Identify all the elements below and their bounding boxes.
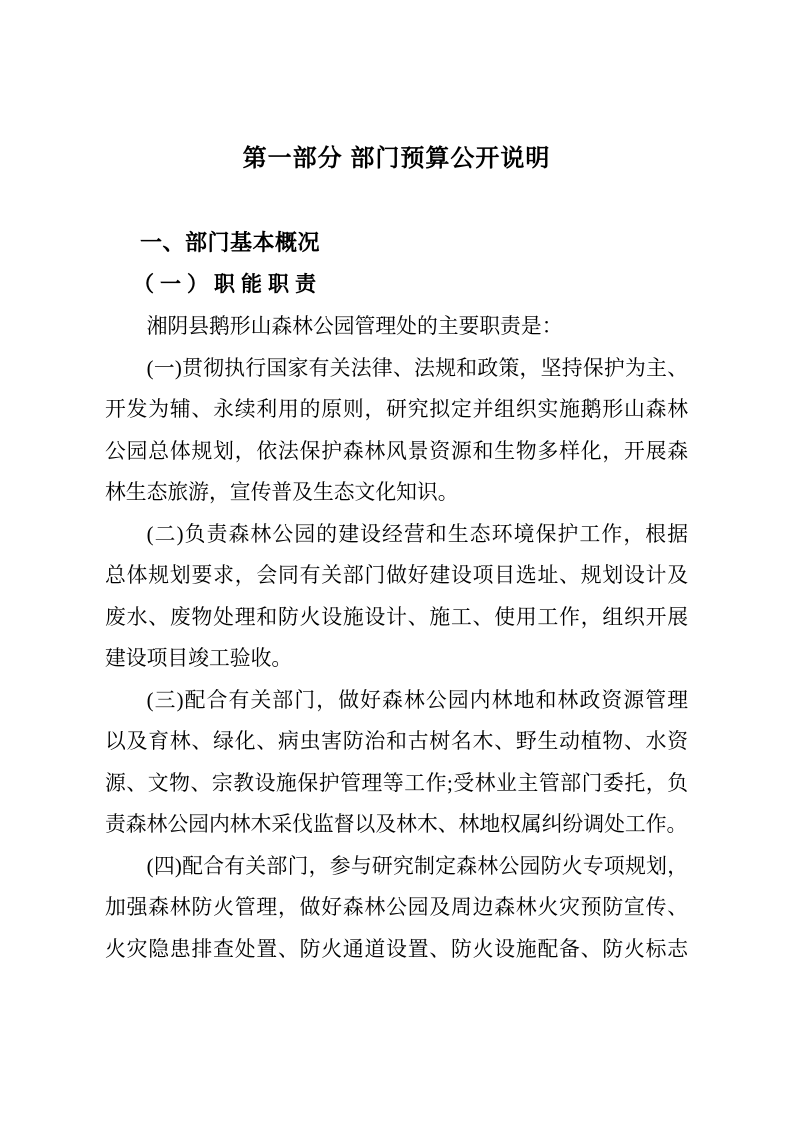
subsection-heading: （一）职能职责 xyxy=(133,272,322,296)
text-line: (四)配合有关部门，参与研究制定森林公园防火专项规划， xyxy=(146,854,688,878)
paragraph xyxy=(105,348,688,514)
text-line: 废水、废物处理和防火设施设计、施工、使用工作，组织开展 xyxy=(105,605,688,629)
text-line: 开发为辅、永续利用的原则，研究拟定并组织实施鹅形山森林 xyxy=(105,398,688,421)
paragraph xyxy=(105,306,688,348)
text-line: (一)贯彻执行国家有关法律、法规和政策，坚持保护为主、 xyxy=(146,356,688,380)
text-line: 火灾隐患排查处置、防火通道设置、防火设施配备、防火标志 xyxy=(105,937,688,961)
paragraph xyxy=(105,680,688,846)
section-heading: 一、部门基本概况 xyxy=(140,230,321,255)
text-line: 湘阴县鹅形山森林公园管理处的主要职责是： xyxy=(146,315,563,338)
document-title: 第一部分 部门预算公开说明 xyxy=(242,145,551,172)
text-line: 总体规划要求，会同有关部门做好建设项目选址、规划设计及 xyxy=(105,564,688,587)
paragraph xyxy=(105,846,688,971)
text-line: (二)负责森林公园的建设经营和生态环境保护工作，根据 xyxy=(146,522,688,546)
text-line: 源、文物、宗教设施保护管理等工作;受林业主管部门委托，负 xyxy=(105,771,688,795)
text-line: 责森林公园内林木采伐监督以及林木、林地权属纠纷调处工作。 xyxy=(105,813,688,836)
text-line: 建设项目竣工验收。 xyxy=(105,647,293,670)
text-line: 以及育林、绿化、病虫害防治和古树名木、野生动植物、水资 xyxy=(105,730,688,753)
text-line: 加强森林防火管理，做好森林公园及周边森林火灾预防宣传、 xyxy=(105,896,688,919)
text-line: (三)配合有关部门，做好森林公园内林地和林政资源管理 xyxy=(146,688,688,712)
document-body xyxy=(105,228,688,970)
paragraph xyxy=(105,514,688,680)
text-line: 公园总体规划，依法保护森林风景资源和生物多样化，开展森 xyxy=(105,439,688,463)
text-line: 林生态旅游，宣传普及生态文化知识。 xyxy=(105,481,459,504)
paragraphs-container xyxy=(105,306,688,970)
